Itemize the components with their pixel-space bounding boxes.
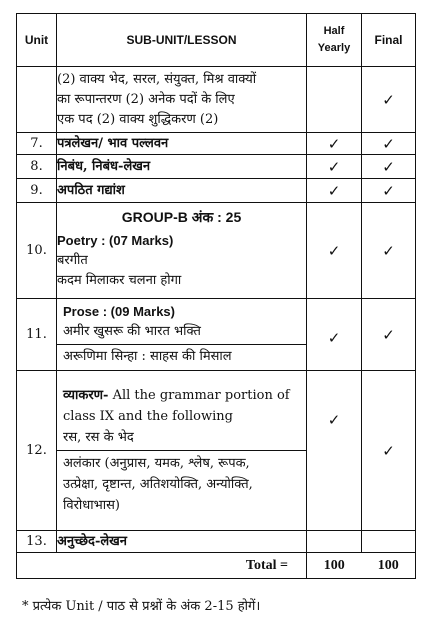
- half-yearly-header: [307, 14, 362, 67]
- table-row: [17, 67, 416, 133]
- group-heading: GROUP-B अंक : 25: [121, 209, 242, 225]
- half-yearly-tick: ✓: [307, 179, 362, 203]
- lesson-cell: [57, 67, 307, 133]
- final-cell: [362, 531, 416, 553]
- lesson-line: (2) वाक्य भेद, सरल, संयुक्त, मिश्र वाक्यों: [57, 71, 257, 87]
- unit-number: 8.: [17, 155, 57, 179]
- lesson-cell: [57, 299, 307, 371]
- final-tick: ✓: [362, 371, 416, 531]
- lesson-lower: [57, 450, 306, 518]
- lesson-title: पत्रलेखन/ भाव पल्लवन: [57, 133, 307, 155]
- final-tick: ✓: [362, 155, 416, 179]
- lesson-line: का रूपान्तरण (2) अनेक पदों के लिए: [57, 91, 235, 107]
- half-yearly-cell: [307, 531, 362, 553]
- grammar-label: व्याकरण-: [63, 388, 109, 403]
- table-row: [17, 203, 416, 299]
- unit-number: 7.: [17, 133, 57, 155]
- total-row: [17, 553, 416, 579]
- final-header: Final: [362, 14, 416, 67]
- lesson-title: अनुच्छेद-लेखन: [57, 531, 307, 553]
- unit-number: 12.: [17, 371, 57, 531]
- lesson-cell: [57, 203, 307, 299]
- half-yearly-tick: ✓: [307, 203, 362, 299]
- table-row: [17, 371, 416, 531]
- lesson-cell: [57, 371, 307, 531]
- half-yearly-header-line1: Half: [323, 25, 345, 37]
- lesson-line: कदम मिलाकर चलना होगा: [57, 273, 182, 288]
- total-label: Total =: [245, 557, 288, 573]
- unit-number: 13.: [17, 531, 57, 553]
- table-row: [17, 179, 416, 203]
- total-half-yearly: 100: [307, 553, 362, 579]
- half-yearly-tick: ✓: [307, 371, 362, 531]
- half-yearly-header-line2: Yearly: [317, 42, 351, 54]
- total-spacer: [17, 553, 57, 579]
- sub-unit-header: SUB-UNIT/LESSON: [57, 14, 307, 67]
- section-heading: Prose : (09 Marks): [63, 304, 175, 319]
- table-row: [17, 133, 416, 155]
- lesson-title: निबंध, निबंध-लेखन: [57, 155, 307, 179]
- syllabus-table: [16, 13, 416, 579]
- lesson-line: रस, रस के भेद: [63, 430, 134, 445]
- grammar-text: All the grammar portion of: [108, 388, 290, 403]
- total-final: 100: [362, 553, 416, 579]
- half-yearly-tick: ✓: [307, 155, 362, 179]
- lesson-line: विरोधाभास): [63, 498, 121, 513]
- final-tick: ✓: [362, 67, 416, 133]
- unit-number: 11.: [17, 299, 57, 371]
- lesson-upper: [57, 383, 306, 450]
- lesson-line: अलंकार (अनुप्रास, यमक, श्लेष, रूपक,: [63, 456, 250, 471]
- footnote: * प्रत्येक Unit / पाठ से प्रश्नों के अंक 2-15 होगें।: [22, 599, 261, 614]
- unit-header: Unit: [17, 14, 57, 67]
- unit-number-blank: [17, 67, 57, 133]
- lesson-line: बरगीत: [57, 253, 88, 268]
- final-tick: ✓: [362, 179, 416, 203]
- lesson-line: [63, 385, 300, 406]
- half-yearly-tick: ✓: [307, 299, 362, 371]
- lesson-line: एक पद (2) वाक्य शुद्धिकरण (2): [57, 111, 219, 127]
- unit-number: 9.: [17, 179, 57, 203]
- half-yearly-cell: [307, 67, 362, 133]
- final-tick: ✓: [362, 299, 416, 371]
- final-tick: ✓: [362, 203, 416, 299]
- section-heading: Poetry : (07 Marks): [57, 233, 174, 248]
- lesson-line: class IX and the following: [63, 409, 233, 424]
- final-tick: ✓: [362, 133, 416, 155]
- lesson-line: उत्प्रेक्षा, दृष्टान्त, अतिशयोक्ति, अन्योक्ति,: [63, 477, 253, 492]
- half-yearly-tick: ✓: [307, 133, 362, 155]
- table-row: [17, 155, 416, 179]
- lesson-title: अपठित गद्यांश: [57, 179, 307, 203]
- unit-number: 10.: [17, 203, 57, 299]
- lesson-line: अरूणिमा सिन्हा : साहस की मिसाल: [57, 344, 306, 369]
- lesson-upper: [57, 300, 306, 344]
- table-row: [17, 299, 416, 371]
- header-row: [17, 14, 416, 67]
- table-row: [17, 531, 416, 553]
- lesson-line: अमीर खुसरू की भारत भक्ति: [63, 324, 201, 339]
